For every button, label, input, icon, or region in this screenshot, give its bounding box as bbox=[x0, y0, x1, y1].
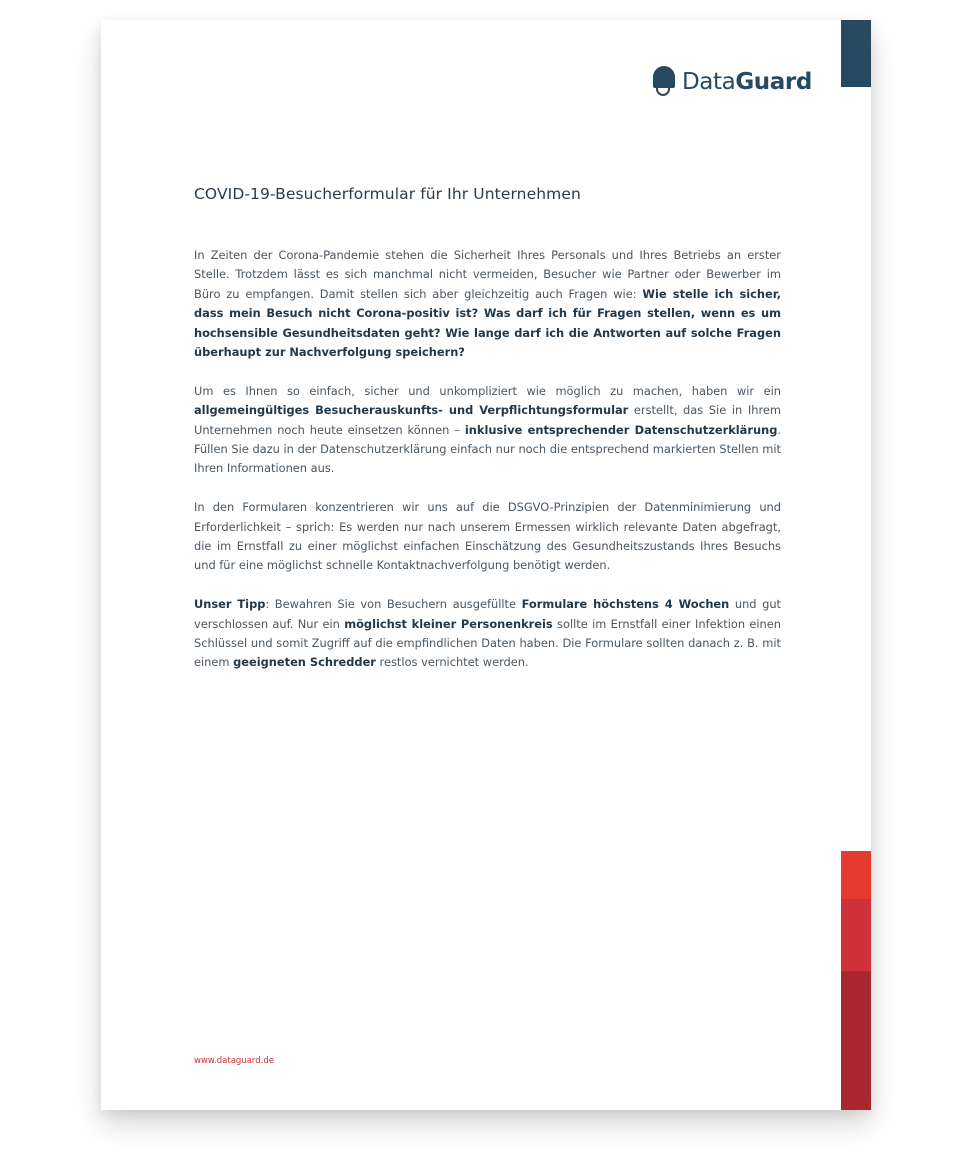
paragraph-text: . Füllen Sie dazu in der Datenschutzerklärung einfach nur noch die entsprechend markierten Stellen mit Ihren Informationen aus. bbox=[194, 422, 781, 476]
paragraph-text: restlos vernichtet werden. bbox=[375, 655, 529, 670]
paragraph-text: und gut verschlossen auf. Nur ein bbox=[194, 597, 782, 631]
emphasized-text: inklusive entsprechender Datenschutzerklärung bbox=[464, 422, 778, 437]
document-sheet bbox=[101, 20, 871, 1110]
emphasized-text: Unser Tipp bbox=[194, 597, 266, 612]
paragraph-text: sollte im Ernstfall einer Infektion einen Schlüssel und somit Zugriff auf die empfindlichen Daten haben. Die Formulare sollten danach z. B. mit einem bbox=[194, 616, 781, 670]
document-body bbox=[194, 246, 781, 692]
side-accent-strip-mid bbox=[841, 899, 871, 971]
body-paragraph bbox=[194, 382, 781, 479]
emphasized-text: geeigneten Schredder bbox=[233, 655, 376, 670]
padlock-icon bbox=[653, 66, 675, 98]
paragraph-text: Um es Ihnen so einfach, sicher und unkompliziert wie möglich zu machen, haben wir ein bbox=[194, 383, 781, 398]
body-paragraph bbox=[194, 595, 781, 673]
side-accent-strip-dark bbox=[841, 971, 871, 1110]
body-paragraph bbox=[194, 498, 781, 576]
side-accent-strip-light bbox=[841, 851, 871, 899]
dataguard-logo bbox=[653, 66, 812, 98]
body-paragraph bbox=[194, 246, 781, 362]
logo-text-bold: Guard bbox=[735, 68, 812, 95]
document-title: COVID-19-Besucherformular für Ihr Unternehmen bbox=[194, 185, 581, 203]
emphasized-text: Wie stelle ich sicher, dass mein Besuch nicht Corona-positiv ist? Was darf ich für Fragen stellen, wenn es um hochsensible Gesundheitsdaten geht? Wie lange darf ich die Antworten auf solche Fragen überhaupt zur Nachverfolgung speichern? bbox=[194, 286, 781, 360]
emphasized-text: Formulare höchstens 4 Wochen bbox=[521, 597, 730, 612]
corner-accent-bar bbox=[841, 20, 871, 87]
emphasized-text: möglichst kleiner Personenkreis bbox=[344, 616, 553, 631]
footer-website-link[interactable]: www.dataguard.de bbox=[194, 1056, 274, 1066]
logo-wordmark bbox=[682, 68, 812, 95]
paragraph-text: erstellt, das Sie in Ihrem Unternehmen noch heute einsetzen können – bbox=[194, 403, 781, 437]
emphasized-text: allgemeingültiges Besucherauskunfts- und Verpflichtungsformular bbox=[194, 403, 629, 418]
paragraph-text: In den Formularen konzentrieren wir uns auf die DSGVO-Prinzipien der Datenminimierung und Erforderlichkeit – sprich: Es werden nur nach unserem Ermessen wirklich relevante Daten abgefragt, die im Ernstfall zu einer möglichst einfachen Einschätzung des Gesundheitszustands Ihres Besuchs und für eine möglichst schnelle Kontaktnachverfolgung benötigt werden. bbox=[194, 500, 781, 573]
paragraph-text: In Zeiten der Corona-Pandemie stehen die Sicherheit Ihres Personals und Ihres Betriebs an erster Stelle. Trotzdem lässt es sich manchmal nicht vermeiden, Besucher wie Partner oder Bewerber im Büro zu empfangen. Damit stellen sich aber gleichzeitig auch Fragen wie: bbox=[194, 248, 781, 301]
logo-text-regular: Data bbox=[682, 68, 736, 95]
paragraph-text: : Bewahren Sie von Besuchern ausgefüllte bbox=[265, 597, 522, 612]
